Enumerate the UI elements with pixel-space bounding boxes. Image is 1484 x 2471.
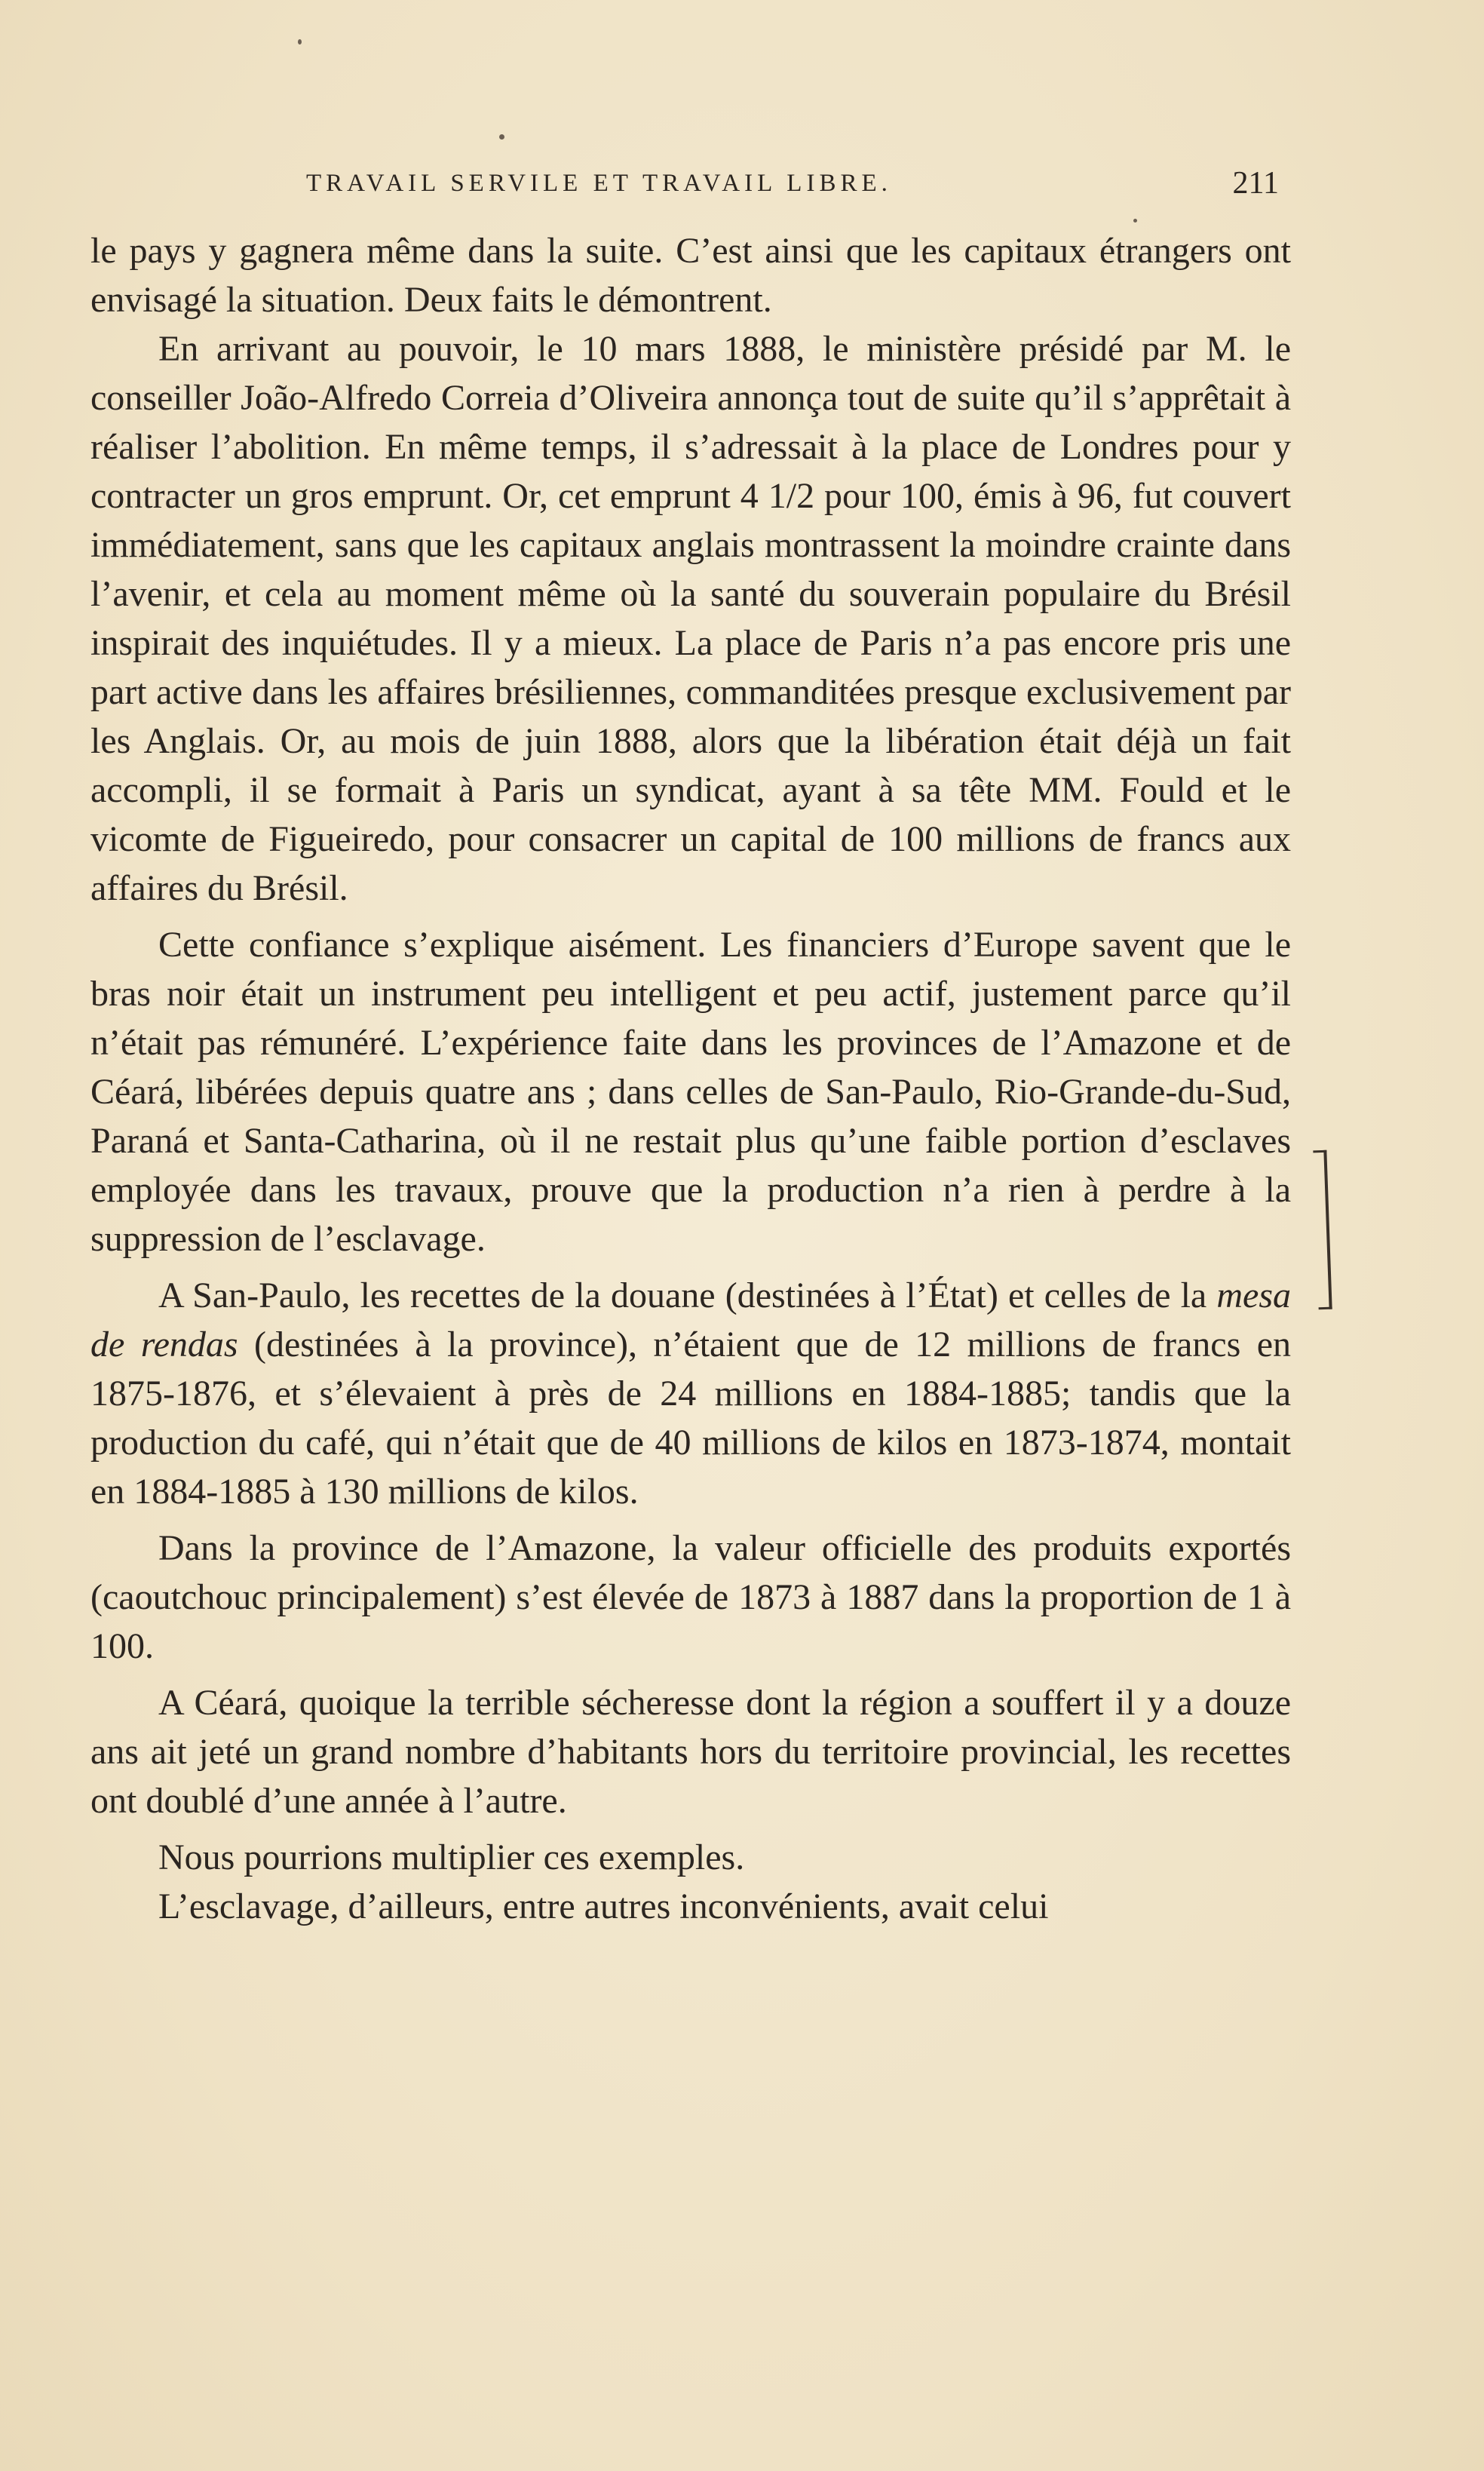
italic-phrase: mesa de rendas	[90, 1275, 1291, 1364]
running-title: TRAVAIL SERVILE ET TRAVAIL LIBRE.	[306, 170, 892, 197]
ink-speck	[1133, 219, 1137, 223]
ink-speck	[499, 134, 504, 140]
page-header	[306, 164, 1279, 202]
page-number: 211	[1232, 166, 1279, 201]
paragraph: Nous pourrions multiplier ces exemples.	[158, 1837, 745, 1877]
paragraph-text: (destinées à la province), n’étaient que de 12 millions de francs en 1875-1876, et s’élevaient à près de 24 millions en 1884-1885; tandis que la production du café, qui n’était que de 40 millions de kilos en 1873-1874, montait en 1884-1885 à 130 millions de kilos.	[90, 1325, 1291, 1512]
body-text	[90, 226, 1291, 1931]
paragraph: En arrivant au pouvoir, le 10 mars 1888, le ministère présidé par M. le conseiller João-Alfredo Correia d’Oliveira annonça tout de suite qu’il s’apprêtait à réaliser l’abolition. En même temps, il s’adressait à la place de Londres pour y contracter un gros emprunt. Or, cet emprunt 4 1/2 pour 100, émis à 96, fut couvert immédiatement, sans que les capitaux anglais montrassent la moindre crainte dans l’avenir, et cela au moment même où la santé du souverain populaire du Brésil inspirait des inquiétudes. Il y a mieux. La place de Paris n’a pas encore pris une part active dans les affaires brésiliennes, commanditées presque exclusivement par les Anglais. Or, au mois de juin 1888, alors que la libération était déjà un fait accompli, il se formait à Paris un syndicat, ayant à sa tête MM. Fould et le vicomte de Figueiredo, pour consacrer un capital de 100 millions de francs aux affaires du Brésil.	[90, 329, 1291, 908]
paragraph: Cette confiance s’explique aisément. Les financiers d’Europe savent que le bras noir était un instrument peu intelligent et peu actif, justement parce qu’il n’était pas rémunéré. L’expérience faite dans les provinces de l’Amazone et de Céará, libérées depuis quatre ans ; dans celles de San-Paulo, Rio-Grande-du-Sud, Paraná et Santa-Catharina, où il ne restait plus qu’une faible portion d’esclaves employée dans les travaux, prouve que la production n’a rien à perdre à la suppression de l’esclavage.	[90, 925, 1291, 1259]
paragraph: L’esclavage, d’ailleurs, entre autres inconvénients, avait celui	[158, 1886, 1049, 1926]
margin-bracket-mark	[1313, 1150, 1332, 1309]
paragraph: le pays y gagnera même dans la suite. C’est ainsi que les capitaux étrangers ont envisagé la situation. Deux faits le démontrent.	[90, 231, 1291, 320]
ink-speck	[298, 39, 302, 45]
paragraph-text: A San-Paulo, les recettes de la douane (destinées à l’État) et celles de la	[158, 1275, 1217, 1315]
paragraph: A Céará, quoique la terrible sécheresse dont la région a souffert il y a douze ans ait jeté un grand nombre d’habitants hors du territoire provincial, les recettes ont doublé d’une année à l’autre.	[90, 1683, 1291, 1821]
paragraph	[90, 1271, 1291, 1516]
paragraph: Dans la province de l’Amazone, la valeur officielle des produits exportés (caoutchouc principalement) s’est élevée de 1873 à 1887 dans la proportion de 1 à 100.	[90, 1528, 1291, 1666]
